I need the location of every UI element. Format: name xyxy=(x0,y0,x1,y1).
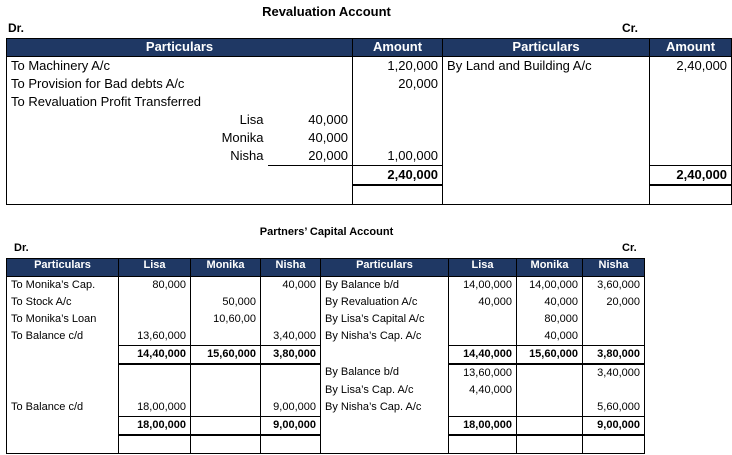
cap-cell: 4,40,000 xyxy=(449,382,517,399)
cap-cell: 9,00,000 xyxy=(261,399,321,417)
cap-total-row xyxy=(7,417,645,436)
table-row xyxy=(7,364,645,382)
cap-cell: 14,40,000 xyxy=(119,346,191,365)
cap-cell xyxy=(583,435,645,454)
cap-cell xyxy=(583,328,645,346)
cap-cell xyxy=(119,294,191,311)
cap-cell xyxy=(261,382,321,399)
revaluation-table xyxy=(6,38,732,205)
cap-cell xyxy=(261,435,321,454)
cap-cell xyxy=(321,417,449,436)
cap-cell: To Monika’s Cap. xyxy=(7,277,119,295)
cap-cell: By Balance b/d xyxy=(321,277,449,295)
table-row xyxy=(7,311,645,328)
rev-profit-total: 1,00,000 xyxy=(353,147,443,166)
rev-partner-amount: 20,000 xyxy=(268,147,353,166)
cap-cell: By Revaluation A/c xyxy=(321,294,449,311)
cap-cell xyxy=(119,382,191,399)
cap-cell xyxy=(449,435,517,454)
cap-cell xyxy=(7,364,119,382)
cap-cell xyxy=(261,311,321,328)
cap-cell xyxy=(517,435,583,454)
table-row xyxy=(7,294,645,311)
cap-header: Nisha xyxy=(583,259,645,277)
rev-partner-amount: 40,000 xyxy=(308,130,349,145)
rev-profit-row xyxy=(7,129,732,147)
cap-cell: By Lisa’s Cap. A/c xyxy=(321,382,449,399)
cap-cr-label: Cr. xyxy=(622,242,637,254)
rev-left-text: To Provision for Bad debts A/c xyxy=(11,76,185,91)
cap-cell: By Balance b/d xyxy=(321,364,449,382)
cap-cell: 9,00,000 xyxy=(583,417,645,436)
cap-cell: 40,000 xyxy=(517,294,583,311)
cap-cell: 3,80,000 xyxy=(583,346,645,365)
cap-cell xyxy=(119,311,191,328)
rev-left-amount: 1,20,000 xyxy=(353,57,443,76)
cap-header: Monika xyxy=(517,259,583,277)
table-row xyxy=(7,382,645,399)
cap-cell xyxy=(321,435,449,454)
cap-cell xyxy=(7,346,119,365)
cap-cell: 50,000 xyxy=(191,294,261,311)
cap-header-row xyxy=(7,259,645,277)
capital-title: Partners’ Capital Account xyxy=(259,226,394,238)
cap-header: Lisa xyxy=(119,259,191,277)
table-row xyxy=(7,328,645,346)
cap-header: Monika xyxy=(191,259,261,277)
rev-total-left: 2,40,000 xyxy=(353,166,443,186)
rev-header-amount-right: Amount xyxy=(650,39,732,57)
cap-cell: By Nisha’s Cap. A/c xyxy=(321,328,449,346)
cap-header: Particulars xyxy=(321,259,449,277)
rev-row xyxy=(7,57,732,76)
rev-left-amount: 20,000 xyxy=(353,75,443,93)
capital-table xyxy=(6,258,645,454)
cap-total-row xyxy=(7,346,645,365)
cap-cell: 18,00,000 xyxy=(119,399,191,417)
cap-cell: 3,40,000 xyxy=(583,364,645,382)
cap-cell xyxy=(517,417,583,436)
cap-cell xyxy=(449,399,517,417)
revaluation-title: Revaluation Account xyxy=(262,4,391,19)
cap-cell: 40,000 xyxy=(449,294,517,311)
cap-cell: 15,60,000 xyxy=(517,346,583,365)
rev-header-amount-left: Amount xyxy=(353,39,443,57)
rev-header-particulars-right: Particulars xyxy=(443,39,650,57)
cap-cell xyxy=(7,382,119,399)
cap-cell: 13,60,000 xyxy=(449,364,517,382)
rev-row xyxy=(7,75,732,93)
cap-cell: 13,60,000 xyxy=(119,328,191,346)
cap-cell: By Nisha’s Cap. A/c xyxy=(321,399,449,417)
rev-cr-label: Cr. xyxy=(622,21,639,35)
cap-cell: 3,60,000 xyxy=(583,277,645,295)
cap-cell xyxy=(449,328,517,346)
cap-cell xyxy=(517,364,583,382)
rev-left-text: To Revaluation Profit Transferred xyxy=(11,94,202,109)
cap-cell xyxy=(191,417,261,436)
cap-cell xyxy=(583,311,645,328)
rev-right-text: By Land and Building A/c xyxy=(443,57,650,76)
cap-cell xyxy=(191,435,261,454)
cap-cell xyxy=(321,346,449,365)
cap-cell: 14,00,000 xyxy=(449,277,517,295)
cap-cell xyxy=(7,435,119,454)
rev-profit-row xyxy=(7,111,732,129)
cap-cell xyxy=(191,277,261,295)
cap-cell: 80,000 xyxy=(517,311,583,328)
cap-cell xyxy=(261,364,321,382)
cap-cell xyxy=(261,294,321,311)
rev-partner-name: Monika xyxy=(221,130,264,145)
cap-cell: 18,00,000 xyxy=(449,417,517,436)
cap-cell xyxy=(191,399,261,417)
rev-right-amount: 2,40,000 xyxy=(650,57,732,76)
cap-dr-label: Dr. xyxy=(14,242,29,254)
cap-cell xyxy=(191,328,261,346)
cap-cell: 3,80,000 xyxy=(261,346,321,365)
rev-header-row xyxy=(7,39,732,57)
rev-row xyxy=(7,93,732,111)
rev-partner-name: Lisa xyxy=(239,112,264,127)
cap-cell: To Balance c/d xyxy=(7,328,119,346)
cap-cell: 40,000 xyxy=(517,328,583,346)
cap-header: Nisha xyxy=(261,259,321,277)
rev-total-right: 2,40,000 xyxy=(650,166,732,186)
cap-cell: 15,60,000 xyxy=(191,346,261,365)
cap-cell: 40,000 xyxy=(261,277,321,295)
rev-partner-amount: 40,000 xyxy=(308,112,349,127)
rev-partner-name: Nisha xyxy=(230,148,264,163)
cap-cell xyxy=(191,382,261,399)
cap-cell: 20,000 xyxy=(583,294,645,311)
cap-cell: By Lisa’s Capital A/c xyxy=(321,311,449,328)
rev-left-text: To Machinery A/c xyxy=(11,58,110,73)
cap-cell: 80,000 xyxy=(119,277,191,295)
cap-cell: 10,60,00 xyxy=(191,311,261,328)
table-row xyxy=(7,277,645,295)
cap-cell: To Stock A/c xyxy=(7,294,119,311)
cap-cell: 5,60,000 xyxy=(583,399,645,417)
rev-header-particulars-left: Particulars xyxy=(7,39,353,57)
cap-cell xyxy=(517,399,583,417)
rev-total-row xyxy=(7,166,732,186)
cap-cell xyxy=(517,382,583,399)
cap-cell: 18,00,000 xyxy=(119,417,191,436)
cap-cell: 14,00,000 xyxy=(517,277,583,295)
cap-cell: 9,00,000 xyxy=(261,417,321,436)
cap-cell xyxy=(449,311,517,328)
table-row xyxy=(7,435,645,454)
cap-cell: 3,40,000 xyxy=(261,328,321,346)
rev-profit-row xyxy=(7,147,732,166)
cap-header: Particulars xyxy=(7,259,119,277)
cap-cell: To Monika’s Loan xyxy=(7,311,119,328)
cap-cell: 14,40,000 xyxy=(449,346,517,365)
cap-cell xyxy=(119,435,191,454)
cap-cell xyxy=(191,364,261,382)
table-row xyxy=(7,399,645,417)
rev-dr-label: Dr. xyxy=(8,21,25,35)
cap-header: Lisa xyxy=(449,259,517,277)
cap-cell: To Balance c/d xyxy=(7,399,119,417)
cap-cell xyxy=(119,364,191,382)
cap-cell xyxy=(7,417,119,436)
cap-cell xyxy=(583,382,645,399)
